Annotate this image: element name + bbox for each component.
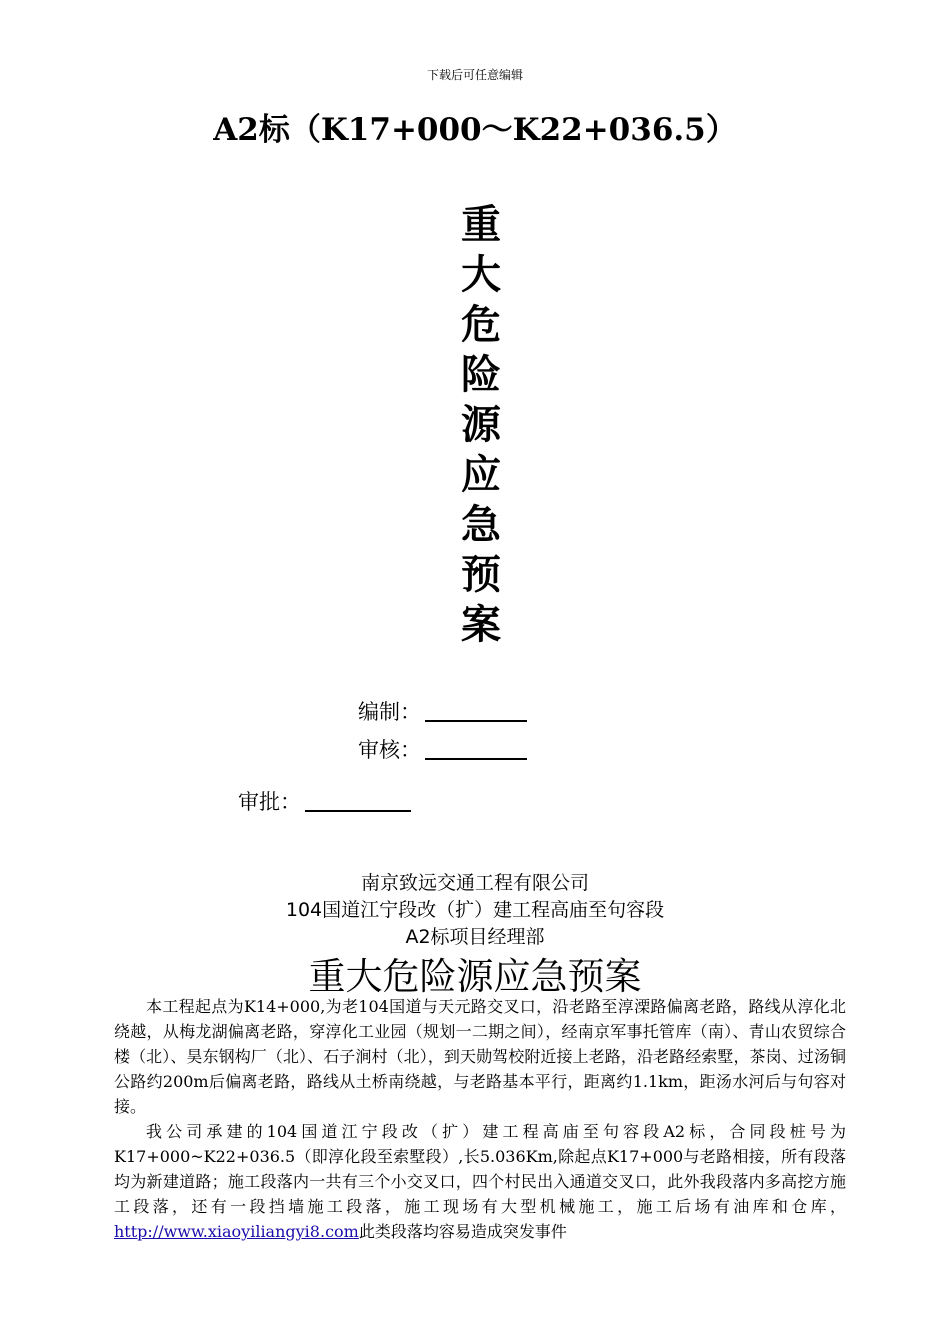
vertical-title-char: 大 <box>461 252 501 298</box>
vertical-title <box>455 200 507 650</box>
paragraph-1: 本工程起点为K14+000,为老104国道与天元路交叉口，沿老路至淳溧路偏离老路，路线从淳化北绕越，从梅龙湖偏离老路，穿淳化工业园（规划一二期之间），经南京军事托管库（南）、青山农贸综合楼（北）、昊东钢构厂（北）、石子涧村（北），到天勋驾校附近接上老路，沿老路经索墅，茶岗、过汤铜公路约200m后偏离老路，路线从土桥南绕越，与老路基本平行，距离约1.1km，距汤水河后与句容对接。 <box>114 997 846 1116</box>
vertical-title-char: 案 <box>461 602 501 648</box>
organization-block <box>0 870 950 951</box>
section-title: A2标（K17+000～K22+036.5） <box>213 112 737 148</box>
project-name: 104国道江宁段改（扩）建工程高庙至句容段 <box>285 899 665 921</box>
approve-row <box>238 786 411 816</box>
paragraph-2-text: 我公司承建的104国道江宁段改（扩）建工程高庙至句容段A2标，合同段桩号为K17+000~K22+036.5（即淳化段至索墅段）,长5.036Km,除起点K17+000与老路相接，所有段落均为新建道路；施工段落内一共有三个小交叉口，四个村民出入通道交叉口，此外我段落内多高挖方施工段落，还有一段挡墙施工段落，施工现场有大型机械施工，施工后场有油库和仓库， <box>114 1122 846 1216</box>
vertical-title-char: 源 <box>461 402 501 448</box>
compile-signature-line <box>425 720 527 722</box>
vertical-title-char: 应 <box>461 452 501 498</box>
vertical-title-char: 重 <box>461 202 501 248</box>
approve-label: 审批： <box>238 790 301 814</box>
approve-signature-line <box>305 810 411 812</box>
body-text <box>114 994 846 1244</box>
review-signature-line <box>425 758 527 760</box>
compile-row <box>358 696 527 726</box>
vertical-title-char: 急 <box>461 502 501 548</box>
review-row <box>358 734 527 764</box>
review-label: 审核： <box>358 738 421 762</box>
paragraph-2 <box>114 1119 846 1244</box>
company-name: 南京致远交通工程有限公司 <box>360 872 589 894</box>
header-note: 下载后可任意编辑 <box>426 68 523 82</box>
compile-label: 编制： <box>358 700 421 724</box>
vertical-title-char: 险 <box>461 352 501 398</box>
document-title: 重大危险源应急预案 <box>308 955 642 998</box>
department-name: A2标项目经理部 <box>405 926 545 948</box>
vertical-title-char: 危 <box>461 302 501 348</box>
vertical-title-char: 预 <box>461 552 501 598</box>
website-link[interactable]: http://www.xiaoyiliangyi8.com <box>114 1222 359 1241</box>
paragraph-2-tail: 此类段落均容易造成突发事件 <box>358 1222 567 1241</box>
